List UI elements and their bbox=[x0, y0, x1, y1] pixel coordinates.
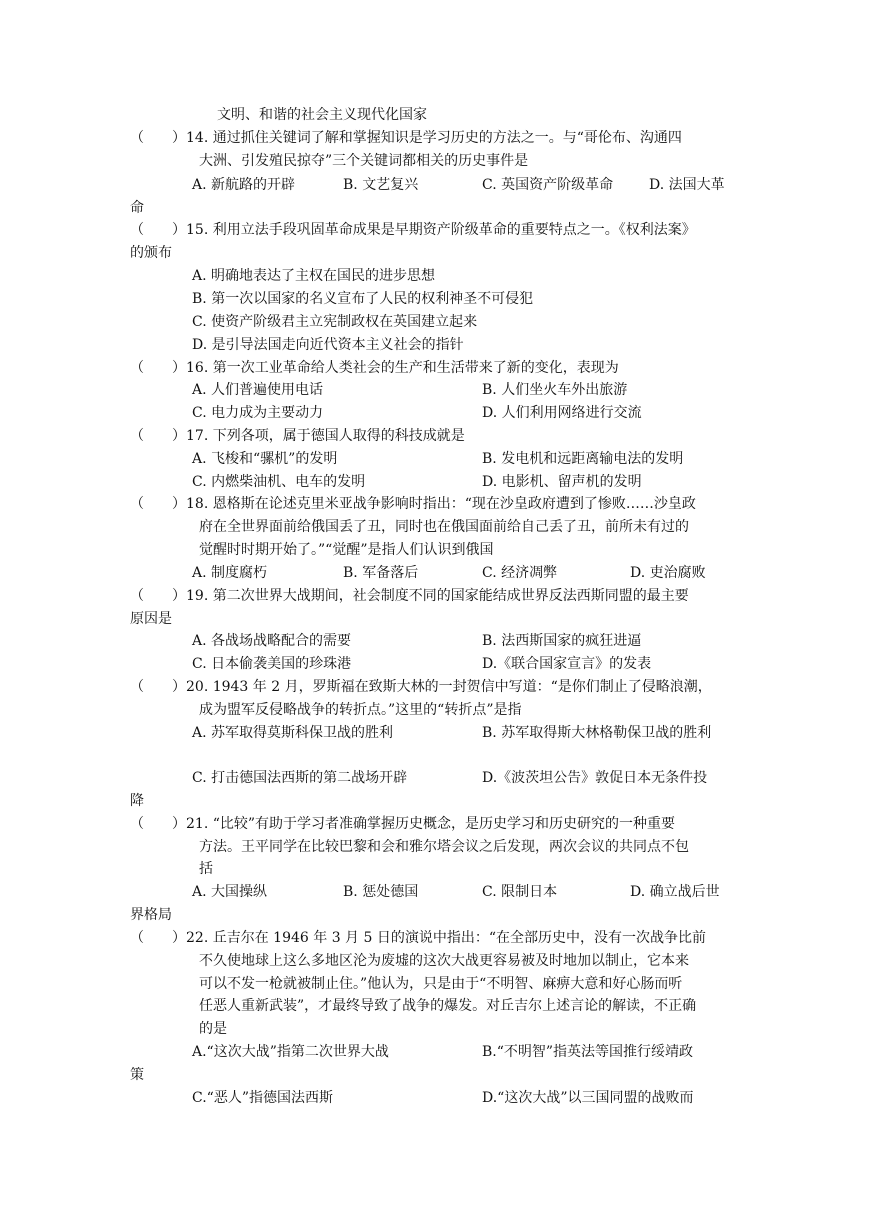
question-18-option-d: D. 吏治腐败 bbox=[630, 565, 706, 581]
question-19-option-c: C. 日本偷袭美国的珍珠港 bbox=[192, 656, 352, 672]
question-14-option-b: B. 文艺复兴 bbox=[343, 177, 419, 193]
question-19-option-b: B. 法西斯国家的疯狂进逼 bbox=[482, 633, 642, 649]
question-21-stem-cont: 括 bbox=[199, 861, 213, 877]
question-22-option-b-wrap: 策 bbox=[130, 1067, 144, 1083]
question-18-option-a: A. 制度腐朽 bbox=[192, 565, 268, 581]
question-19-option-d: D.《联合国家宣言》的发表 bbox=[482, 656, 652, 672]
question-22-stem-cont: 的是 bbox=[199, 1021, 227, 1037]
question-16-option-b: B. 人们坐火车外出旅游 bbox=[482, 382, 628, 398]
question-14-option-d: D. 法国大革 bbox=[649, 177, 725, 193]
question-22-option-a: A.“这次大战”指第二次世界大战 bbox=[192, 1044, 389, 1060]
question-18-stem: （ ）18. 恩格斯在论述克里米亚战争影响时指出：“现在沙皇政府遭到了惨败……沙皇政 bbox=[130, 496, 696, 512]
question-14-stem-cont: 大洲、引发殖民掠夺”三个关键词都相关的历史事件是 bbox=[199, 153, 529, 169]
question-17-option-a: A. 飞梭和“骡机”的发明 bbox=[192, 451, 338, 467]
question-18-option-c: C. 经济凋弊 bbox=[482, 565, 558, 581]
question-15-stem: （ ）15. 利用立法手段巩固革命成果是早期资产阶级革命的重要特点之一。《权利法案》 bbox=[130, 222, 696, 238]
question-22-stem-cont: 不久使地球上这么多地区沦为废墟的这次大战更容易被及时地加以制止，它本来 bbox=[199, 953, 689, 969]
question-20-stem-cont: 成为盟军反侵略战争的转折点。”这里的“转折点”是指 bbox=[199, 702, 522, 718]
question-14-option-a: A. 新航路的开辟 bbox=[192, 177, 296, 193]
question-19-option-a: A. 各战场战略配合的需要 bbox=[192, 633, 352, 649]
question-20-option-c: C. 打击德国法西斯的第二战场开辟 bbox=[192, 770, 408, 786]
text-line: 文明、和谐的社会主义现代化国家 bbox=[217, 107, 427, 123]
question-22-stem-cont: 可以不发一枪就被制止住。”他认为，只是由于“不明智、麻痹大意和好心肠而听 bbox=[199, 976, 683, 992]
question-16-option-a: A. 人们普遍使用电话 bbox=[192, 382, 324, 398]
question-22-stem: （ ）22. 丘吉尔在 1946 年 3 月 5 日的演说中指出：“在全部历史中，没有一次战争比前 bbox=[130, 930, 707, 946]
question-20-option-a: A. 苏军取得莫斯科保卫战的胜利 bbox=[192, 725, 394, 741]
question-21-stem-cont: 方法。王平同学在比较巴黎和会和雅尔塔会议之后发现，两次会议的共同点不包 bbox=[199, 839, 689, 855]
question-16-option-d: D. 人们利用网络进行交流 bbox=[482, 405, 642, 421]
question-17-option-b: B. 发电机和远距离输电法的发明 bbox=[482, 451, 684, 467]
question-14-stem: （ ）14. 通过抓住关键词了解和掌握知识是学习历史的方法之一。与“哥伦布、沟通四 bbox=[130, 130, 682, 146]
question-15-option-d: D. 是引导法国走向近代资本主义社会的指针 bbox=[192, 337, 464, 353]
question-22-option-b: B.“不明智”指英法等国推行绥靖政 bbox=[482, 1044, 694, 1060]
question-21-option-c: C. 限制日本 bbox=[482, 884, 558, 900]
question-21-option-d: D. 确立战后世 bbox=[630, 884, 720, 900]
question-15-stem-cont: 的颁布 bbox=[130, 245, 172, 261]
question-15-option-c: C. 使资产阶级君主立宪制政权在英国建立起来 bbox=[192, 314, 478, 330]
question-18-stem-cont: 府在全世界面前给俄国丢了丑，同时也在俄国面前给自己丢了丑，前所未有过的 bbox=[199, 519, 689, 535]
question-17-stem: （ ）17. 下列各项，属于德国人取得的科技成就是 bbox=[130, 428, 465, 444]
question-15-option-a: A. 明确地表达了主权在国民的进步思想 bbox=[192, 268, 436, 284]
question-17-option-d: D. 电影机、留声机的发明 bbox=[482, 474, 642, 490]
question-19-stem: （ ）19. 第二次世界大战期间，社会制度不同的国家能结成世界反法西斯同盟的最主要 bbox=[130, 588, 689, 604]
question-20-stem: （ ）20. 1943 年 2 月，罗斯福在致斯大林的一封贺信中写道：“是你们制止了侵略浪潮， bbox=[130, 679, 712, 695]
question-19-stem-cont: 原因是 bbox=[130, 611, 172, 627]
question-18-option-b: B. 军备落后 bbox=[343, 565, 419, 581]
question-14-option-c: C. 英国资产阶级革命 bbox=[482, 177, 614, 193]
question-20-option-d-wrap: 降 bbox=[130, 793, 144, 809]
question-21-option-d-wrap: 界格局 bbox=[130, 907, 172, 923]
question-14-option-d-wrap: 命 bbox=[130, 200, 144, 216]
question-15-option-b: B. 第一次以国家的名义宣布了人民的权利神圣不可侵犯 bbox=[192, 291, 534, 307]
question-21-option-a: A. 大国操纵 bbox=[192, 884, 268, 900]
question-20-option-d: D.《波茨坦公告》敦促日本无条件投 bbox=[482, 770, 708, 786]
question-16-stem: （ ）16. 第一次工业革命给人类社会的生产和生活带来了新的变化，表现为 bbox=[130, 360, 619, 376]
question-18-stem-cont: 觉醒时时期开始了。”“觉醒”是指人们认识到俄国 bbox=[199, 542, 494, 558]
question-17-option-c: C. 内燃柴油机、电车的发明 bbox=[192, 474, 366, 490]
question-20-option-b: B. 苏军取得斯大林格勒保卫战的胜利 bbox=[482, 725, 712, 741]
question-21-stem: （ ）21. “比较”有助于学习者准确掌握历史概念，是历史学习和历史研究的一种重要 bbox=[130, 816, 676, 832]
question-22-stem-cont: 任恶人重新武装”，才最终导致了战争的爆发。对丘吉尔上述言论的解读，不正确 bbox=[199, 998, 697, 1014]
question-16-option-c: C. 电力成为主要动力 bbox=[192, 405, 324, 421]
question-22-option-c: C.“恶人”指德国法西斯 bbox=[192, 1090, 333, 1106]
question-21-option-b: B. 惩处德国 bbox=[343, 884, 419, 900]
question-22-option-d: D.“这次大战”以三国同盟的战败而 bbox=[482, 1090, 694, 1106]
